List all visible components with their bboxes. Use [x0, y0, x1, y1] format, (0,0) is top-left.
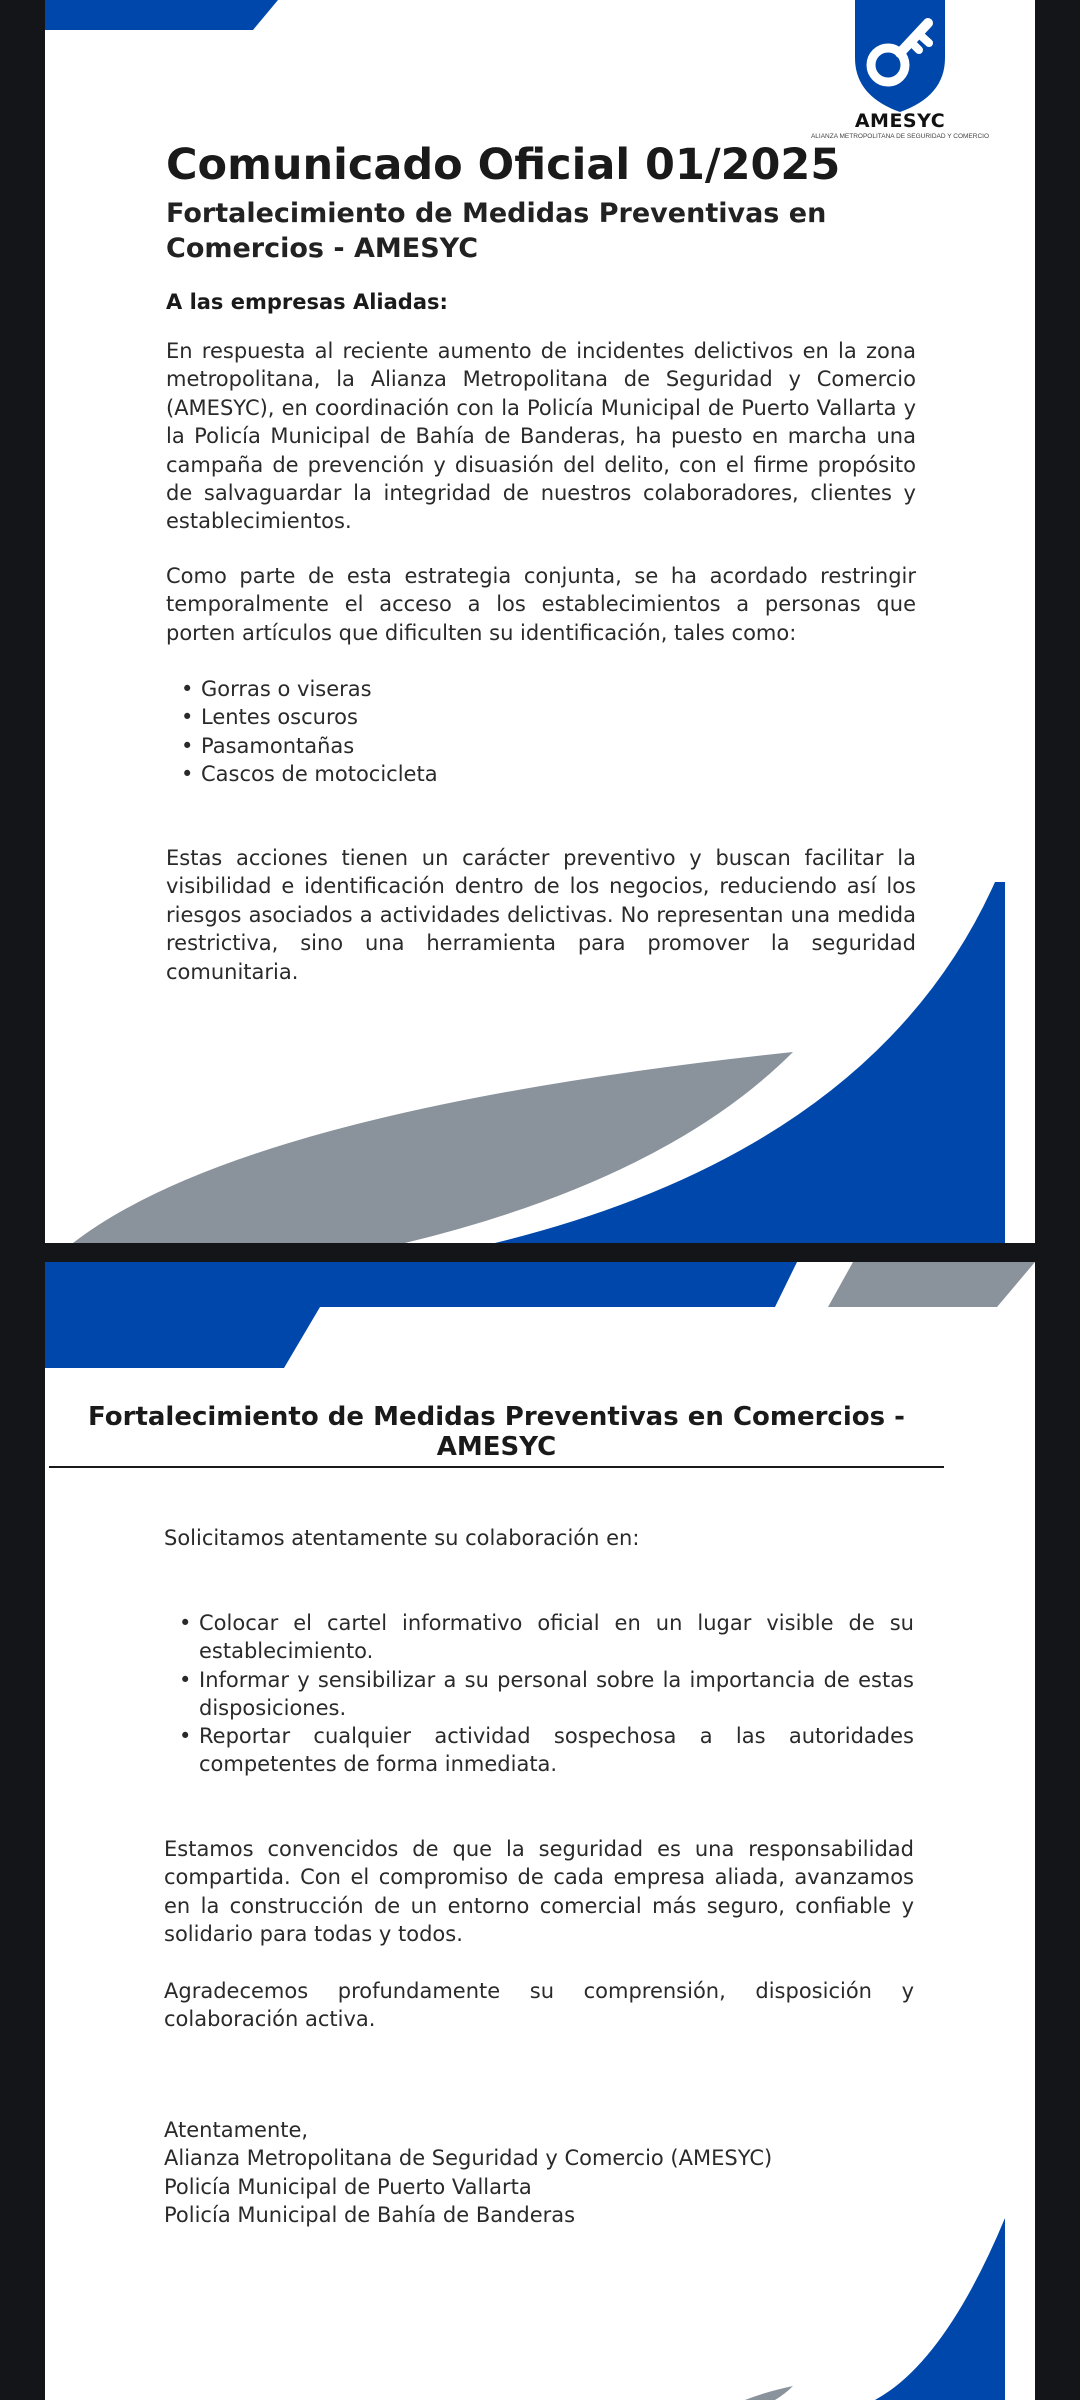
list-item: • Reportar cualquier actividad sospechosa a las autoridades competentes de forma inmediata.	[164, 1722, 914, 1779]
list-item: • Pasamontañas	[166, 732, 916, 760]
key-shield-icon	[853, 0, 947, 112]
logo-subtitle: ALIANZA METROPOLITANA DE SEGURIDAD Y COMERCIO	[810, 133, 990, 140]
signature-line: Policía Municipal de Bahía de Banderas	[164, 2203, 576, 2228]
top-blue-stripe	[45, 0, 278, 30]
signature-closing: Atentamente,	[164, 2118, 309, 2142]
signature-block	[164, 2116, 772, 2230]
paragraph-thanks: Agradecemos profundamente su comprensión, disposición y colaboración activa.	[164, 1979, 914, 2032]
top-blue-banner	[45, 1262, 797, 1368]
bottom-blue-swoosh	[875, 2218, 1005, 2400]
document-subtitle: Fortalecimiento de Medidas Preventivas en Comercios - AMESYC	[166, 198, 827, 264]
list-item: • Cascos de motocicleta	[166, 760, 916, 788]
top-gray-banner	[828, 1262, 1035, 1307]
paragraph-strategy: Como parte de esta estrategia conjunta, se ha acordado restringir temporalmente el acceso a los establecimientos a personas que porten artículos que dificulten su identificación, tales como:	[166, 564, 916, 645]
greeting: A las empresas Aliadas:	[166, 290, 448, 314]
amesyc-logo	[785, 0, 1015, 150]
logo-name: AMESYC	[854, 110, 946, 132]
signature-line: Alianza Metropolitana de Seguridad y Comercio (AMESYC)	[164, 2146, 773, 2171]
list-item: • Informar y sensibilizar a su personal sobre la importancia de estas disposiciones.	[164, 1666, 914, 1723]
paragraph-purpose: Estas acciones tienen un carácter preventivo y buscan facilitar la visibilidad e identificación dentro de los negocios, reduciendo así los riesgos asociados a actividades delictivas. No representan una medida restrictiva, sino una herramienta para promover la seguridad comunitaria.	[166, 846, 916, 984]
document-title: Comunicado Oficial 01/2025	[166, 140, 841, 190]
document-page-1	[45, 0, 1035, 1243]
paragraph-shared-responsibility: Estamos convencidos de que la seguridad es una responsabilidad compartida. Con el compromiso de cada empresa aliada, avanzamos en la construcción de un entorno comercial más seguro, confiable y solidario para todas y todos.	[164, 1837, 914, 1947]
restricted-items-list	[166, 675, 916, 788]
collaboration-list	[164, 1609, 914, 1779]
collaboration-intro: Solicitamos atentamente su colaboración en:	[164, 1526, 640, 1550]
list-item: • Gorras o viseras	[166, 675, 916, 703]
paragraph-intro: En respuesta al reciente aumento de incidentes delictivos en la zona metropolitana, la Alianza Metropolitana de Seguridad y Comercio (AMESYC), en coordinación con la Policía Municipal de Puerto Vallarta y la Policía Municipal de Bahía de Banderas, ha puesto en marcha una campaña de prevención y disuasión del delito, con el firme propósito de salvaguardar la integridad de nuestros colaboradores, clientes y establecimientos.	[166, 339, 916, 534]
page2-heading: Fortalecimiento de Medidas Preventivas en Comercios - AMESYC	[49, 1402, 944, 1468]
signature-line: Policía Municipal de Puerto Vallarta	[164, 2174, 532, 2199]
list-item: • Lentes oscuros	[166, 703, 916, 731]
bottom-gray-swoosh	[745, 2386, 793, 2400]
list-item: • Colocar el cartel informativo oficial en un lugar visible de su establecimiento.	[164, 1609, 914, 1666]
